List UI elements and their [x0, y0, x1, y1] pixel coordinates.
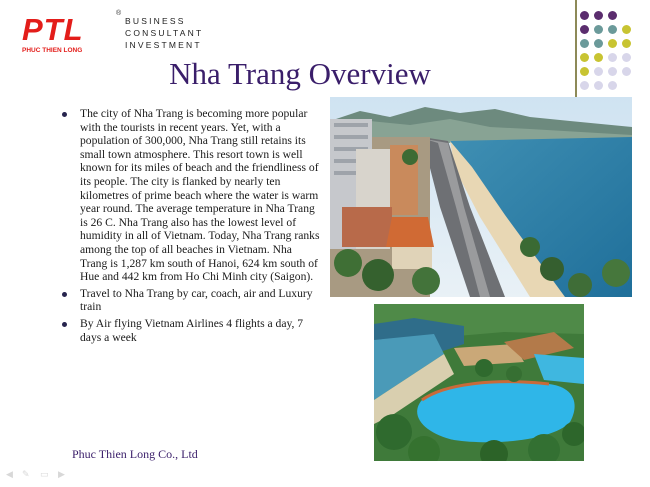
decorative-dot [580, 11, 589, 20]
decorative-dot [622, 25, 631, 34]
logo-text: PTL [22, 12, 84, 47]
bullet-marker [62, 112, 67, 117]
decorative-dot [622, 39, 631, 48]
bullet-item [62, 107, 320, 284]
bullet-list [62, 107, 320, 347]
footer-company-name: Phuc Thien Long Co., Ltd [72, 447, 198, 461]
decorative-dot [594, 25, 603, 34]
company-tagline [125, 15, 203, 51]
beach-city-photo [330, 97, 632, 297]
resort-pool-photo [374, 304, 584, 461]
decorative-dot [594, 11, 603, 20]
bullet-text: The city of Nha Trang is becoming more popular with the tourists in recent years. Yet, with a population of 300,000, Nha Trang still retains its small town atmosphere. This resort town is well known for its miles of beach and the friendliness of its people. The city is flanked by nearly ten kilometres of prime beach where the water is warm year round. The average temperature in Nha Trang is 26 C. Nha Trang also has the lowest level of humidity in all of Vietnam. Today, Nha Trang ranks among the top of all beaches in Vietnam. Nha Trang is 1,287 km south of Hanoi, 624 km south of Hue and 442 km from Ho Chi Minh city (Saigon). [80, 107, 320, 284]
decorative-dot [580, 25, 589, 34]
decorative-dot [608, 53, 617, 62]
decorative-dot [622, 67, 631, 76]
decorative-dot [580, 39, 589, 48]
company-logo [22, 10, 122, 54]
bullet-marker [62, 292, 67, 297]
tagline-line: INVESTMENT [125, 40, 202, 50]
registered-mark: ® [116, 10, 122, 17]
pen-icon[interactable]: ✎ [22, 470, 30, 480]
menu-icon[interactable]: ▭ [40, 470, 49, 480]
slide-title: Nha Trang Overview [169, 56, 431, 91]
arrow-right-icon[interactable]: ▶ [58, 470, 65, 480]
decorative-dot [608, 67, 617, 76]
bullet-marker [62, 322, 67, 327]
tagline-line: BUSINESS [125, 16, 186, 26]
decorative-dot [608, 81, 617, 90]
bullet-item [62, 287, 320, 314]
decorative-dot [608, 11, 617, 20]
bullet-text: By Air flying Vietnam Airlines 4 flights a day, 7 days a week [80, 316, 304, 344]
decorative-dot [594, 39, 603, 48]
bullet-text: Travel to Nha Trang by car, coach, air and Luxury train [80, 286, 313, 314]
logo-subtitle: PHUC THIEN LONG [22, 47, 83, 54]
decorative-dot [622, 53, 631, 62]
tagline-line: CONSULTANT [125, 28, 204, 38]
decorative-dot [608, 39, 617, 48]
arrow-left-icon[interactable]: ◀ [6, 470, 13, 480]
bullet-item [62, 317, 320, 344]
decorative-dot [608, 25, 617, 34]
